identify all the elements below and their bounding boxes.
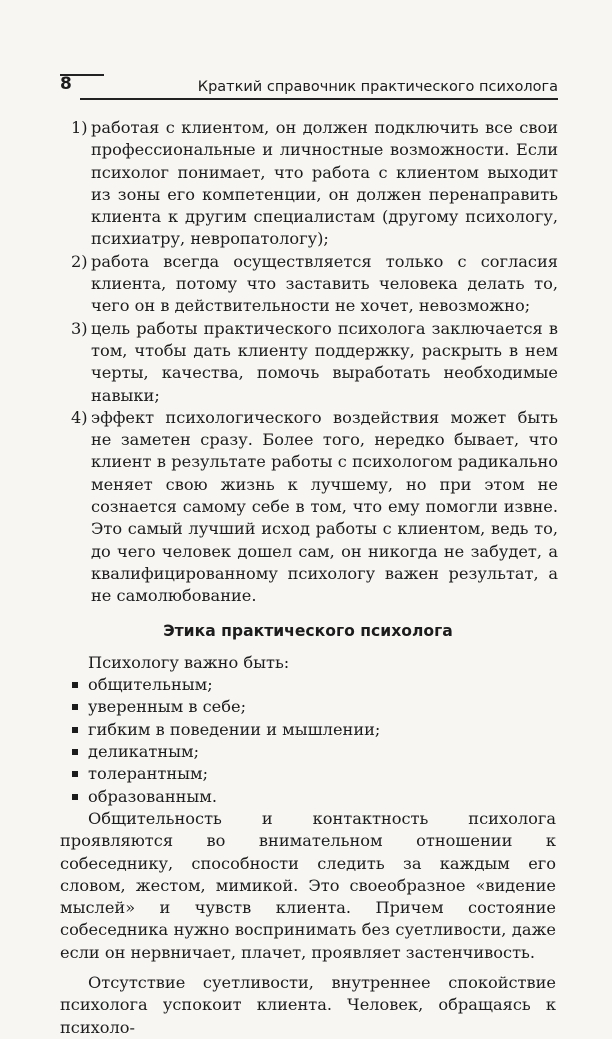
list-item (60, 318, 558, 407)
bullet-list (60, 674, 556, 808)
list-item (60, 251, 558, 318)
bullet-text: уверенным в себе; (88, 697, 247, 717)
list-item-number: 2) (71, 251, 88, 271)
numbered-list (60, 117, 556, 608)
bullet-text: толерантным; (88, 764, 209, 784)
list-item-text: работа всегда осуществляется только с согласия клиента, потому что заставить человека делать то, чего он в действительности не хочет, невозможно; (91, 251, 558, 316)
bullet-text: общительным; (88, 675, 213, 695)
body-paragraph: Отсутствие суетливости, внутреннее спокойствие психолога успокоит клиента. Человек, обращаясь к психоло- (60, 972, 556, 1037)
bullet-item (60, 786, 556, 808)
bullet-text: гибким в поведении и мышлении; (88, 719, 381, 739)
bullet-item (60, 741, 556, 763)
square-bullet-icon (72, 704, 78, 710)
page-header (0, 0, 612, 110)
bullet-item (60, 696, 556, 718)
bullet-text: деликатным; (88, 742, 200, 762)
list-item-number: 3) (71, 318, 88, 338)
page-body (60, 117, 556, 1039)
bullet-item (60, 763, 556, 785)
square-bullet-icon (72, 794, 78, 800)
bullet-item (60, 674, 556, 696)
square-bullet-icon (72, 749, 78, 755)
list-item-number: 4) (71, 407, 88, 427)
square-bullet-icon (72, 771, 78, 777)
list-item-text: цель работы практического психолога заключается в том, чтобы дать клиенту поддержку, раскрыть в нем черты, качества, помочь выработать необходимые навыки; (91, 318, 558, 405)
square-bullet-icon (72, 727, 78, 733)
list-item-number: 1) (71, 118, 88, 137)
list-item-text: работая с клиентом, он должен подключить все свои профессиональные и личностные возможности. Если психолог понимает, что работа с клиентом выходит из зоны его компетенции, он должен перенаправить клиента к другим специалистам (другому психологу, психиатру, невропатологу); (91, 118, 558, 249)
header-rule-long (80, 98, 558, 100)
section-heading: Этика практического психолога (163, 621, 453, 640)
list-item (60, 407, 558, 608)
list-item (60, 117, 558, 251)
page-number: 8 (60, 74, 72, 94)
bullet-text: образованным. (88, 786, 218, 806)
body-paragraph: Общительность и контактность психолога проявляются во внимательном отношении к собеседнику, способности следить за каждым его словом, жестом, мимикой. Это своеобразное «видение мыслей» и чувств клиента. Причем состояние собеседника нужно воспринимать без суетливости, даже если он нервничает, плачет, проявляет застенчивость. (60, 808, 556, 962)
square-bullet-icon (72, 682, 78, 688)
list-item-text: эффект психологического воздействия может быть не заметен сразу. Более того, нередко бывает, что клиент в результате работы с психологом радикально меняет свою жизнь к лучшему, но при этом не сознается самому себе в том, что ему помогли извне. Это самый лучший исход работы с клиентом, ведь то, до чего человек дошел сам, он никогда не забудет, а квалифицированному психологу важен результат, а не самолюбование. (91, 407, 558, 606)
bullet-item (60, 719, 556, 741)
intro-paragraph: Психологу важно быть: (88, 652, 290, 672)
running-head: Краткий справочник практического психолога (197, 79, 558, 95)
